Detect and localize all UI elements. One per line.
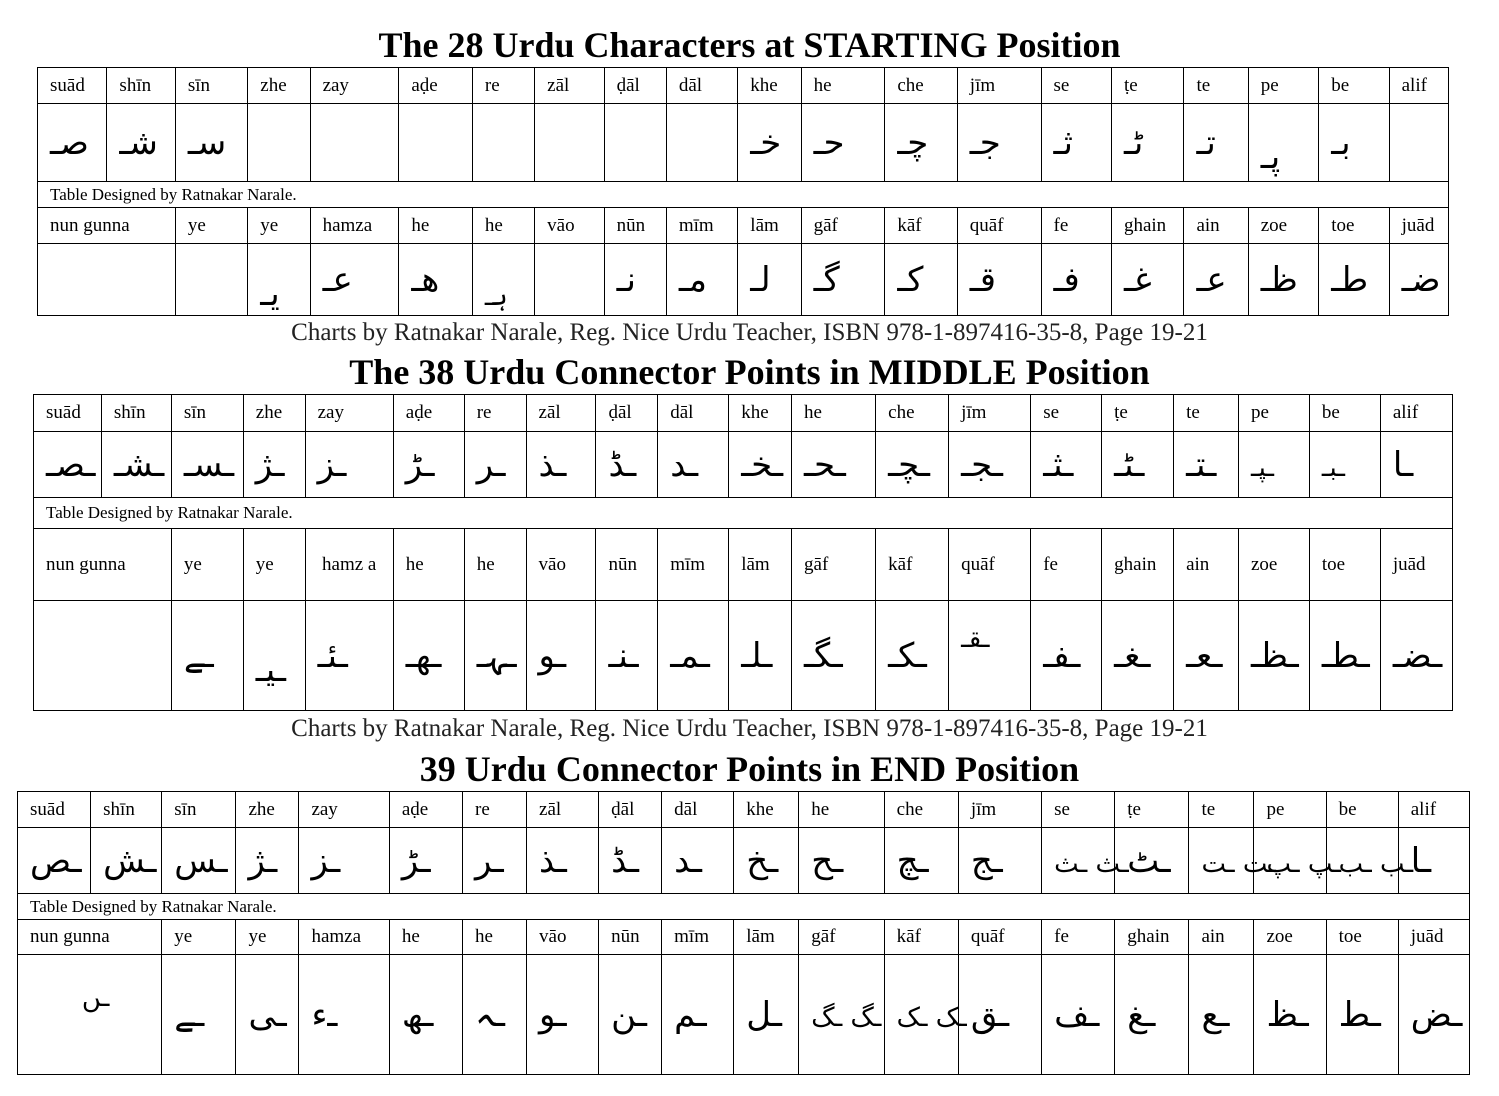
s1-char	[248, 104, 310, 182]
s2-label: te	[1174, 395, 1239, 432]
s2-char: ـثـ	[1031, 432, 1102, 498]
s1-char: چـ	[885, 104, 957, 182]
s1-label: sīn	[175, 68, 247, 104]
s2-label: ain	[1174, 529, 1239, 601]
s3-char: ـخ	[734, 828, 799, 894]
s2-label: kāf	[876, 529, 949, 601]
s2-label: nun gunna	[34, 529, 172, 601]
s3-row2-chars	[18, 955, 1470, 1075]
s2-label: zoe	[1238, 529, 1309, 601]
s3-label: he	[799, 792, 884, 828]
s3-char: ـو	[527, 955, 599, 1075]
s2-label: alif	[1380, 395, 1452, 432]
s3-char: ـہ	[463, 955, 527, 1075]
s3-label: aḍe	[389, 792, 462, 828]
s3-char: ـط	[1326, 955, 1398, 1075]
s3-label: te	[1189, 792, 1254, 828]
s1-label: be	[1319, 68, 1389, 104]
s2-label: zāl	[526, 395, 596, 432]
s3-char: ـے	[162, 955, 236, 1075]
s3-char: ـں	[18, 955, 162, 1075]
s3-char: ـچ	[884, 828, 958, 894]
s3-label: toe	[1326, 920, 1398, 955]
table-note: Table Designed by Ratnakar Narale.	[34, 498, 1453, 529]
s2-label: shīn	[101, 395, 171, 432]
s1-char: یـ	[248, 244, 310, 316]
starting-position-table	[37, 67, 1449, 316]
s1-label: quāf	[957, 208, 1041, 244]
s1-label: re	[472, 68, 534, 104]
s1-char: ضـ	[1389, 244, 1448, 316]
s2-label: mīm	[658, 529, 729, 601]
s1-label: aḍe	[399, 68, 473, 104]
s1-label: zhe	[248, 68, 310, 104]
s3-label: quāf	[958, 920, 1041, 955]
s2-label: juād	[1380, 529, 1452, 601]
s1-label: ain	[1184, 208, 1248, 244]
s3-label: che	[884, 792, 958, 828]
s3-char: ـڑ	[389, 828, 462, 894]
s1-label: jīm	[957, 68, 1041, 104]
s3-char: ـس	[162, 828, 236, 894]
s1-char: سـ	[175, 104, 247, 182]
s3-label: zāl	[527, 792, 599, 828]
s1-char	[535, 244, 604, 316]
s3-row2-labels	[18, 920, 1470, 955]
s3-char: ـگ ـگ	[799, 955, 884, 1075]
s1-char: فـ	[1041, 244, 1111, 316]
s2-char: ـذ	[526, 432, 596, 498]
s1-char	[666, 104, 737, 182]
s2-char: ـز	[305, 432, 393, 498]
credit-line-2: Charts by Ratnakar Narale, Reg. Nice Urdu Teacher, ISBN 978-1-897416-35-8, Page 19-21	[291, 715, 1208, 742]
s1-label: ye	[175, 208, 247, 244]
s2-label: zhe	[243, 395, 305, 432]
s1-char: غـ	[1111, 244, 1183, 316]
section3-title: 39 Urdu Connector Points in END Position	[419, 749, 1080, 789]
s2-char: ـتـ	[1174, 432, 1239, 498]
s2-char: ـڑ	[393, 432, 464, 498]
s2-label: pe	[1238, 395, 1309, 432]
middle-position-table	[33, 394, 1453, 711]
s1-char: لـ	[738, 244, 801, 316]
s1-char: عـ	[1184, 244, 1248, 316]
s1-label: fe	[1041, 208, 1111, 244]
s1-char: شـ	[107, 104, 175, 182]
s3-label: mīm	[662, 920, 734, 955]
s2-char: ـشـ	[101, 432, 171, 498]
s3-label: alif	[1398, 792, 1469, 828]
s1-char: صـ	[38, 104, 107, 182]
s3-label: kāf	[884, 920, 958, 955]
s2-char: ـچـ	[876, 432, 949, 498]
s1-char	[472, 104, 534, 182]
s3-label: zay	[299, 792, 389, 828]
s3-label: shīn	[91, 792, 162, 828]
s2-label: lām	[729, 529, 792, 601]
s2-label: khe	[729, 395, 792, 432]
s2-char: ـڈ	[596, 432, 658, 498]
s2-char: ـصـ	[34, 432, 102, 498]
s2-char: ـظـ	[1238, 601, 1309, 711]
s3-char: ـء	[299, 955, 389, 1075]
s3-label: se	[1042, 792, 1115, 828]
s3-label: ain	[1189, 920, 1254, 955]
s2-label: be	[1309, 395, 1380, 432]
s2-char: ـکـ	[876, 601, 949, 711]
s2-label: gāf	[792, 529, 876, 601]
s1-char	[604, 104, 666, 182]
s2-char: ـیـ	[243, 601, 305, 711]
s3-label: fe	[1042, 920, 1115, 955]
section2-title: The 38 Urdu Connector Points in MIDDLE Position	[349, 352, 1150, 392]
s1-char	[535, 104, 604, 182]
s1-char: ٹـ	[1111, 104, 1183, 182]
s3-label: ḍāl	[599, 792, 662, 828]
s2-label: ye	[171, 529, 243, 601]
s1-label: te	[1184, 68, 1248, 104]
s2-label: ghain	[1102, 529, 1174, 601]
s1-label: ye	[248, 208, 310, 244]
s1-label: gāf	[801, 208, 885, 244]
s3-label: zoe	[1254, 920, 1326, 955]
s3-note-row	[18, 894, 1470, 920]
s1-label: mīm	[666, 208, 737, 244]
s3-label: he	[389, 920, 462, 955]
s2-label: vāo	[526, 529, 596, 601]
s2-char: ـخـ	[729, 432, 792, 498]
s3-char: ـز	[299, 828, 389, 894]
s3-char: ـک ـک	[884, 955, 958, 1075]
s2-char: ـپـ	[1238, 432, 1309, 498]
s3-char: ـی	[236, 955, 299, 1075]
s1-char: حـ	[801, 104, 885, 182]
s3-row1-labels	[18, 792, 1470, 828]
s2-char: ـا	[1380, 432, 1452, 498]
s2-char: ـئـ	[305, 601, 393, 711]
s3-char: ـض	[1398, 955, 1469, 1075]
s1-char: نـ	[604, 244, 666, 316]
s1-char: پـ	[1248, 104, 1318, 182]
s1-char: بـ	[1319, 104, 1389, 182]
s2-label: hamz a	[305, 529, 393, 601]
s3-char: ـد	[662, 828, 734, 894]
s3-char: ـت ـت	[1189, 828, 1254, 894]
s1-label: nūn	[604, 208, 666, 244]
s2-note-row	[34, 498, 1453, 529]
s3-char: ـھ	[389, 955, 462, 1075]
s1-label: ṭe	[1111, 68, 1183, 104]
s1-label: ghain	[1111, 208, 1183, 244]
s2-char: ـمـ	[658, 601, 729, 711]
s2-char: ـو	[526, 601, 596, 711]
s1-char: ثـ	[1041, 104, 1111, 182]
s1-char: ھـ	[399, 244, 473, 316]
s1-label: dāl	[666, 68, 737, 104]
s1-label: khe	[738, 68, 801, 104]
s1-label: he	[472, 208, 534, 244]
s2-char: ـفـ	[1031, 601, 1102, 711]
s2-label: nūn	[596, 529, 658, 601]
s2-label: he	[464, 529, 526, 601]
s3-char: ـل	[734, 955, 799, 1075]
s1-label: pe	[1248, 68, 1318, 104]
s1-char: ہـ	[472, 244, 534, 316]
s3-char: ـڈ	[599, 828, 662, 894]
s3-char: ـم	[662, 955, 734, 1075]
section1-title: The 28 Urdu Characters at STARTING Position	[378, 25, 1121, 65]
s2-char: ـسـ	[171, 432, 243, 498]
s1-char: گـ	[801, 244, 885, 316]
s1-char: قـ	[957, 244, 1041, 316]
s1-row2-chars	[38, 244, 1449, 316]
s2-char: ـگـ	[792, 601, 876, 711]
s1-char: تـ	[1184, 104, 1248, 182]
s3-char: ـح	[799, 828, 884, 894]
s1-row2-labels	[38, 208, 1449, 244]
s1-row1-labels	[38, 68, 1449, 104]
s2-label: che	[876, 395, 949, 432]
s3-label: khe	[734, 792, 799, 828]
s3-label: ṭe	[1115, 792, 1189, 828]
credit-line-1: Charts by Ratnakar Narale, Reg. Nice Urdu Teacher, ISBN 978-1-897416-35-8, Page 19-21	[291, 319, 1208, 346]
table-note: Table Designed by Ratnakar Narale.	[38, 182, 1449, 208]
s2-label: dāl	[658, 395, 729, 432]
s3-label: nūn	[599, 920, 662, 955]
s3-char: ـپ ـپ	[1254, 828, 1326, 894]
table-note: Table Designed by Ratnakar Narale.	[18, 894, 1470, 920]
s3-label: lām	[734, 920, 799, 955]
s1-label: lām	[738, 208, 801, 244]
s3-label: vāo	[527, 920, 599, 955]
s1-char	[310, 104, 399, 182]
s1-label: nun gunna	[38, 208, 176, 244]
s1-label: zāl	[535, 68, 604, 104]
s1-char: طـ	[1319, 244, 1389, 316]
s2-row1-labels	[34, 395, 1453, 432]
s3-char: ـص	[18, 828, 91, 894]
s2-label: quāf	[949, 529, 1031, 601]
s3-char: ـق	[958, 955, 1041, 1075]
s2-label: ḍāl	[596, 395, 658, 432]
s2-label: aḍe	[393, 395, 464, 432]
s1-row1-chars	[38, 104, 1449, 182]
s2-char: ـقـ	[949, 601, 1031, 711]
s1-label: he	[399, 208, 473, 244]
s2-char: ـر	[464, 432, 526, 498]
s3-char: ـظ	[1254, 955, 1326, 1075]
s2-char: ـضـ	[1380, 601, 1452, 711]
s2-label: jīm	[949, 395, 1031, 432]
s2-char: ـد	[658, 432, 729, 498]
s1-label: zay	[310, 68, 399, 104]
s3-label: he	[463, 920, 527, 955]
s2-char: ـغـ	[1102, 601, 1174, 711]
s1-label: alif	[1389, 68, 1448, 104]
s2-label: fe	[1031, 529, 1102, 601]
s1-char: مـ	[666, 244, 737, 316]
s1-label: zoe	[1248, 208, 1318, 244]
s1-label: shīn	[107, 68, 175, 104]
s1-label: kāf	[885, 208, 957, 244]
s3-char: ـر	[463, 828, 527, 894]
s2-char: ـے	[171, 601, 243, 711]
s2-char	[34, 601, 172, 711]
s3-label: nun gunna	[18, 920, 162, 955]
s2-label: ye	[243, 529, 305, 601]
s2-char: ـٹـ	[1102, 432, 1174, 498]
s1-char: کـ	[885, 244, 957, 316]
s3-label: ye	[162, 920, 236, 955]
s3-char: ـغ	[1115, 955, 1189, 1075]
s1-char: ظـ	[1248, 244, 1318, 316]
s1-label: se	[1041, 68, 1111, 104]
s1-label: vāo	[535, 208, 604, 244]
s3-label: zhe	[236, 792, 299, 828]
s1-label: suād	[38, 68, 107, 104]
s2-char: ـلـ	[729, 601, 792, 711]
s3-char: ـذ	[527, 828, 599, 894]
s3-label: ghain	[1115, 920, 1189, 955]
s1-note-row	[38, 182, 1449, 208]
s3-label: sīn	[162, 792, 236, 828]
s3-label: gāf	[799, 920, 884, 955]
s2-char: ـبـ	[1309, 432, 1380, 498]
s3-row1-chars	[18, 828, 1470, 894]
s1-char	[1389, 104, 1448, 182]
s1-label: ḍāl	[604, 68, 666, 104]
s3-char: ـن	[599, 955, 662, 1075]
s3-char: ـٹ	[1115, 828, 1189, 894]
s2-label: toe	[1309, 529, 1380, 601]
s1-char: عـ	[310, 244, 399, 316]
s3-label: re	[463, 792, 527, 828]
s1-label: he	[801, 68, 885, 104]
s2-row2-labels	[34, 529, 1453, 601]
s1-char: جـ	[957, 104, 1041, 182]
s2-label: zay	[305, 395, 393, 432]
s1-label: juād	[1389, 208, 1448, 244]
s3-char: ـج	[958, 828, 1041, 894]
s2-char: ـہـ	[464, 601, 526, 711]
s2-row2-chars	[34, 601, 1453, 711]
s3-char: ـع	[1189, 955, 1254, 1075]
s2-label: re	[464, 395, 526, 432]
s1-char: خـ	[738, 104, 801, 182]
s2-label: sīn	[171, 395, 243, 432]
s3-label: juād	[1398, 920, 1469, 955]
s2-char: ـجـ	[949, 432, 1031, 498]
s2-label: se	[1031, 395, 1102, 432]
s3-label: dāl	[662, 792, 734, 828]
s2-char: ـحـ	[792, 432, 876, 498]
s2-label: he	[393, 529, 464, 601]
s3-label: pe	[1254, 792, 1326, 828]
s2-label: he	[792, 395, 876, 432]
s3-label: suād	[18, 792, 91, 828]
s1-label: hamza	[310, 208, 399, 244]
s1-char	[399, 104, 473, 182]
s2-char: ـنـ	[596, 601, 658, 711]
s1-label: toe	[1319, 208, 1389, 244]
s1-label: che	[885, 68, 957, 104]
s2-char: ـژ	[243, 432, 305, 498]
s3-label: be	[1326, 792, 1398, 828]
s3-char: ـف	[1042, 955, 1115, 1075]
s3-char: ـش	[91, 828, 162, 894]
s1-char	[175, 244, 247, 316]
s2-row1-chars	[34, 432, 1453, 498]
s3-label: jīm	[958, 792, 1041, 828]
s3-label: hamza	[299, 920, 389, 955]
end-position-table	[17, 791, 1470, 1075]
s2-char: ـعـ	[1174, 601, 1239, 711]
s1-char	[38, 244, 176, 316]
s3-label: ye	[236, 920, 299, 955]
s2-char: ـھـ	[393, 601, 464, 711]
s3-char: ـث ـث	[1042, 828, 1115, 894]
s2-char: ـطـ	[1309, 601, 1380, 711]
s2-label: suād	[34, 395, 102, 432]
s2-label: ṭe	[1102, 395, 1174, 432]
s3-char: ـب ـب	[1326, 828, 1398, 894]
s3-char: ـا	[1398, 828, 1469, 894]
s3-char: ـژ	[236, 828, 299, 894]
